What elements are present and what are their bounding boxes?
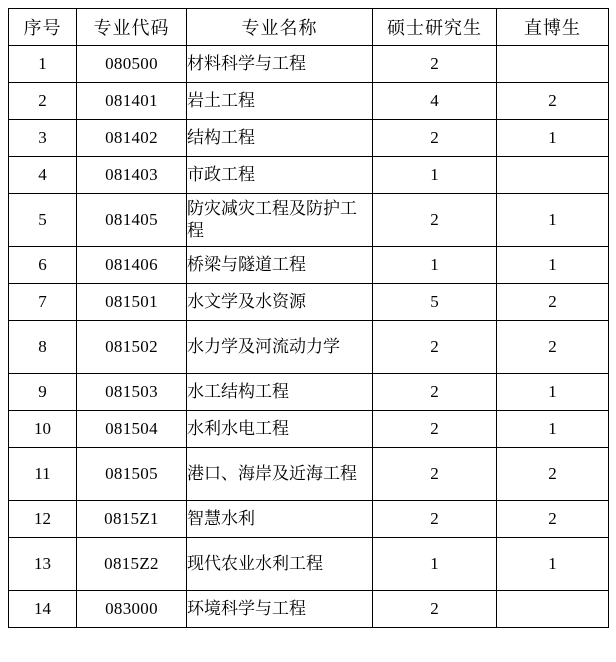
cell-phd-count — [497, 591, 609, 628]
cell-phd-count: 2 — [497, 501, 609, 538]
cell-code: 081402 — [77, 120, 187, 157]
cell-master-count: 1 — [373, 538, 497, 591]
document-page — [0, 8, 616, 662]
cell-name: 岩土工程 — [187, 83, 373, 120]
column-header-name: 专业名称 — [187, 9, 373, 46]
cell-phd-count: 1 — [497, 120, 609, 157]
table-row — [9, 194, 609, 247]
cell-master-count: 2 — [373, 120, 497, 157]
table-row — [9, 374, 609, 411]
table-row — [9, 448, 609, 501]
cell-index: 9 — [9, 374, 77, 411]
cell-master-count: 2 — [373, 501, 497, 538]
cell-phd-count — [497, 46, 609, 83]
table-row — [9, 83, 609, 120]
cell-index: 5 — [9, 194, 77, 247]
cell-name: 水工结构工程 — [187, 374, 373, 411]
cell-name: 材料科学与工程 — [187, 46, 373, 83]
cell-index: 8 — [9, 321, 77, 374]
table-row — [9, 247, 609, 284]
cell-name: 水力学及河流动力学 — [187, 321, 373, 374]
column-header-phd: 直博生 — [497, 9, 609, 46]
cell-name: 环境科学与工程 — [187, 591, 373, 628]
cell-master-count: 5 — [373, 284, 497, 321]
cell-phd-count: 1 — [497, 411, 609, 448]
cell-index: 12 — [9, 501, 77, 538]
cell-phd-count: 1 — [497, 194, 609, 247]
cell-phd-count: 1 — [497, 374, 609, 411]
cell-master-count: 2 — [373, 411, 497, 448]
cell-phd-count: 2 — [497, 448, 609, 501]
cell-name: 现代农业水利工程 — [187, 538, 373, 591]
column-header-index: 序号 — [9, 9, 77, 46]
cell-index: 10 — [9, 411, 77, 448]
cell-phd-count: 2 — [497, 83, 609, 120]
table-body — [9, 46, 609, 628]
cell-index: 2 — [9, 83, 77, 120]
cell-phd-count: 1 — [497, 538, 609, 591]
cell-name: 结构工程 — [187, 120, 373, 157]
cell-name: 桥梁与隧道工程 — [187, 247, 373, 284]
column-header-master: 硕士研究生 — [373, 9, 497, 46]
cell-master-count: 1 — [373, 157, 497, 194]
cell-code: 0815Z1 — [77, 501, 187, 538]
cell-index: 11 — [9, 448, 77, 501]
cell-index: 4 — [9, 157, 77, 194]
cell-index: 13 — [9, 538, 77, 591]
table-header — [9, 9, 609, 46]
cell-master-count: 2 — [373, 448, 497, 501]
cell-name: 智慧水利 — [187, 501, 373, 538]
table-row — [9, 46, 609, 83]
cell-index: 1 — [9, 46, 77, 83]
cell-index: 14 — [9, 591, 77, 628]
cell-index: 3 — [9, 120, 77, 157]
cell-code: 081502 — [77, 321, 187, 374]
cell-code: 081406 — [77, 247, 187, 284]
cell-name: 水文学及水资源 — [187, 284, 373, 321]
cell-phd-count: 2 — [497, 321, 609, 374]
cell-code: 0815Z2 — [77, 538, 187, 591]
cell-code: 081403 — [77, 157, 187, 194]
table-row — [9, 538, 609, 591]
column-header-code: 专业代码 — [77, 9, 187, 46]
cell-master-count: 2 — [373, 46, 497, 83]
table-row — [9, 120, 609, 157]
cell-master-count: 2 — [373, 321, 497, 374]
cell-name: 港口、海岸及近海工程 — [187, 448, 373, 501]
cell-master-count: 2 — [373, 591, 497, 628]
cell-name: 市政工程 — [187, 157, 373, 194]
table-row — [9, 411, 609, 448]
cell-phd-count — [497, 157, 609, 194]
cell-master-count: 4 — [373, 83, 497, 120]
cell-code: 083000 — [77, 591, 187, 628]
cell-phd-count: 2 — [497, 284, 609, 321]
cell-phd-count: 1 — [497, 247, 609, 284]
table-row — [9, 591, 609, 628]
cell-code: 081401 — [77, 83, 187, 120]
cell-master-count: 2 — [373, 194, 497, 247]
table-row — [9, 321, 609, 374]
cell-master-count: 2 — [373, 374, 497, 411]
major-quota-table — [8, 8, 609, 628]
cell-code: 081503 — [77, 374, 187, 411]
cell-code: 080500 — [77, 46, 187, 83]
cell-name: 防灾减灾工程及防护工程 — [187, 194, 373, 247]
table-header-row — [9, 9, 609, 46]
cell-master-count: 1 — [373, 247, 497, 284]
cell-name: 水利水电工程 — [187, 411, 373, 448]
cell-code: 081501 — [77, 284, 187, 321]
cell-code: 081504 — [77, 411, 187, 448]
table-row — [9, 501, 609, 538]
cell-index: 7 — [9, 284, 77, 321]
table-row — [9, 157, 609, 194]
cell-code: 081505 — [77, 448, 187, 501]
table-row — [9, 284, 609, 321]
cell-index: 6 — [9, 247, 77, 284]
cell-code: 081405 — [77, 194, 187, 247]
